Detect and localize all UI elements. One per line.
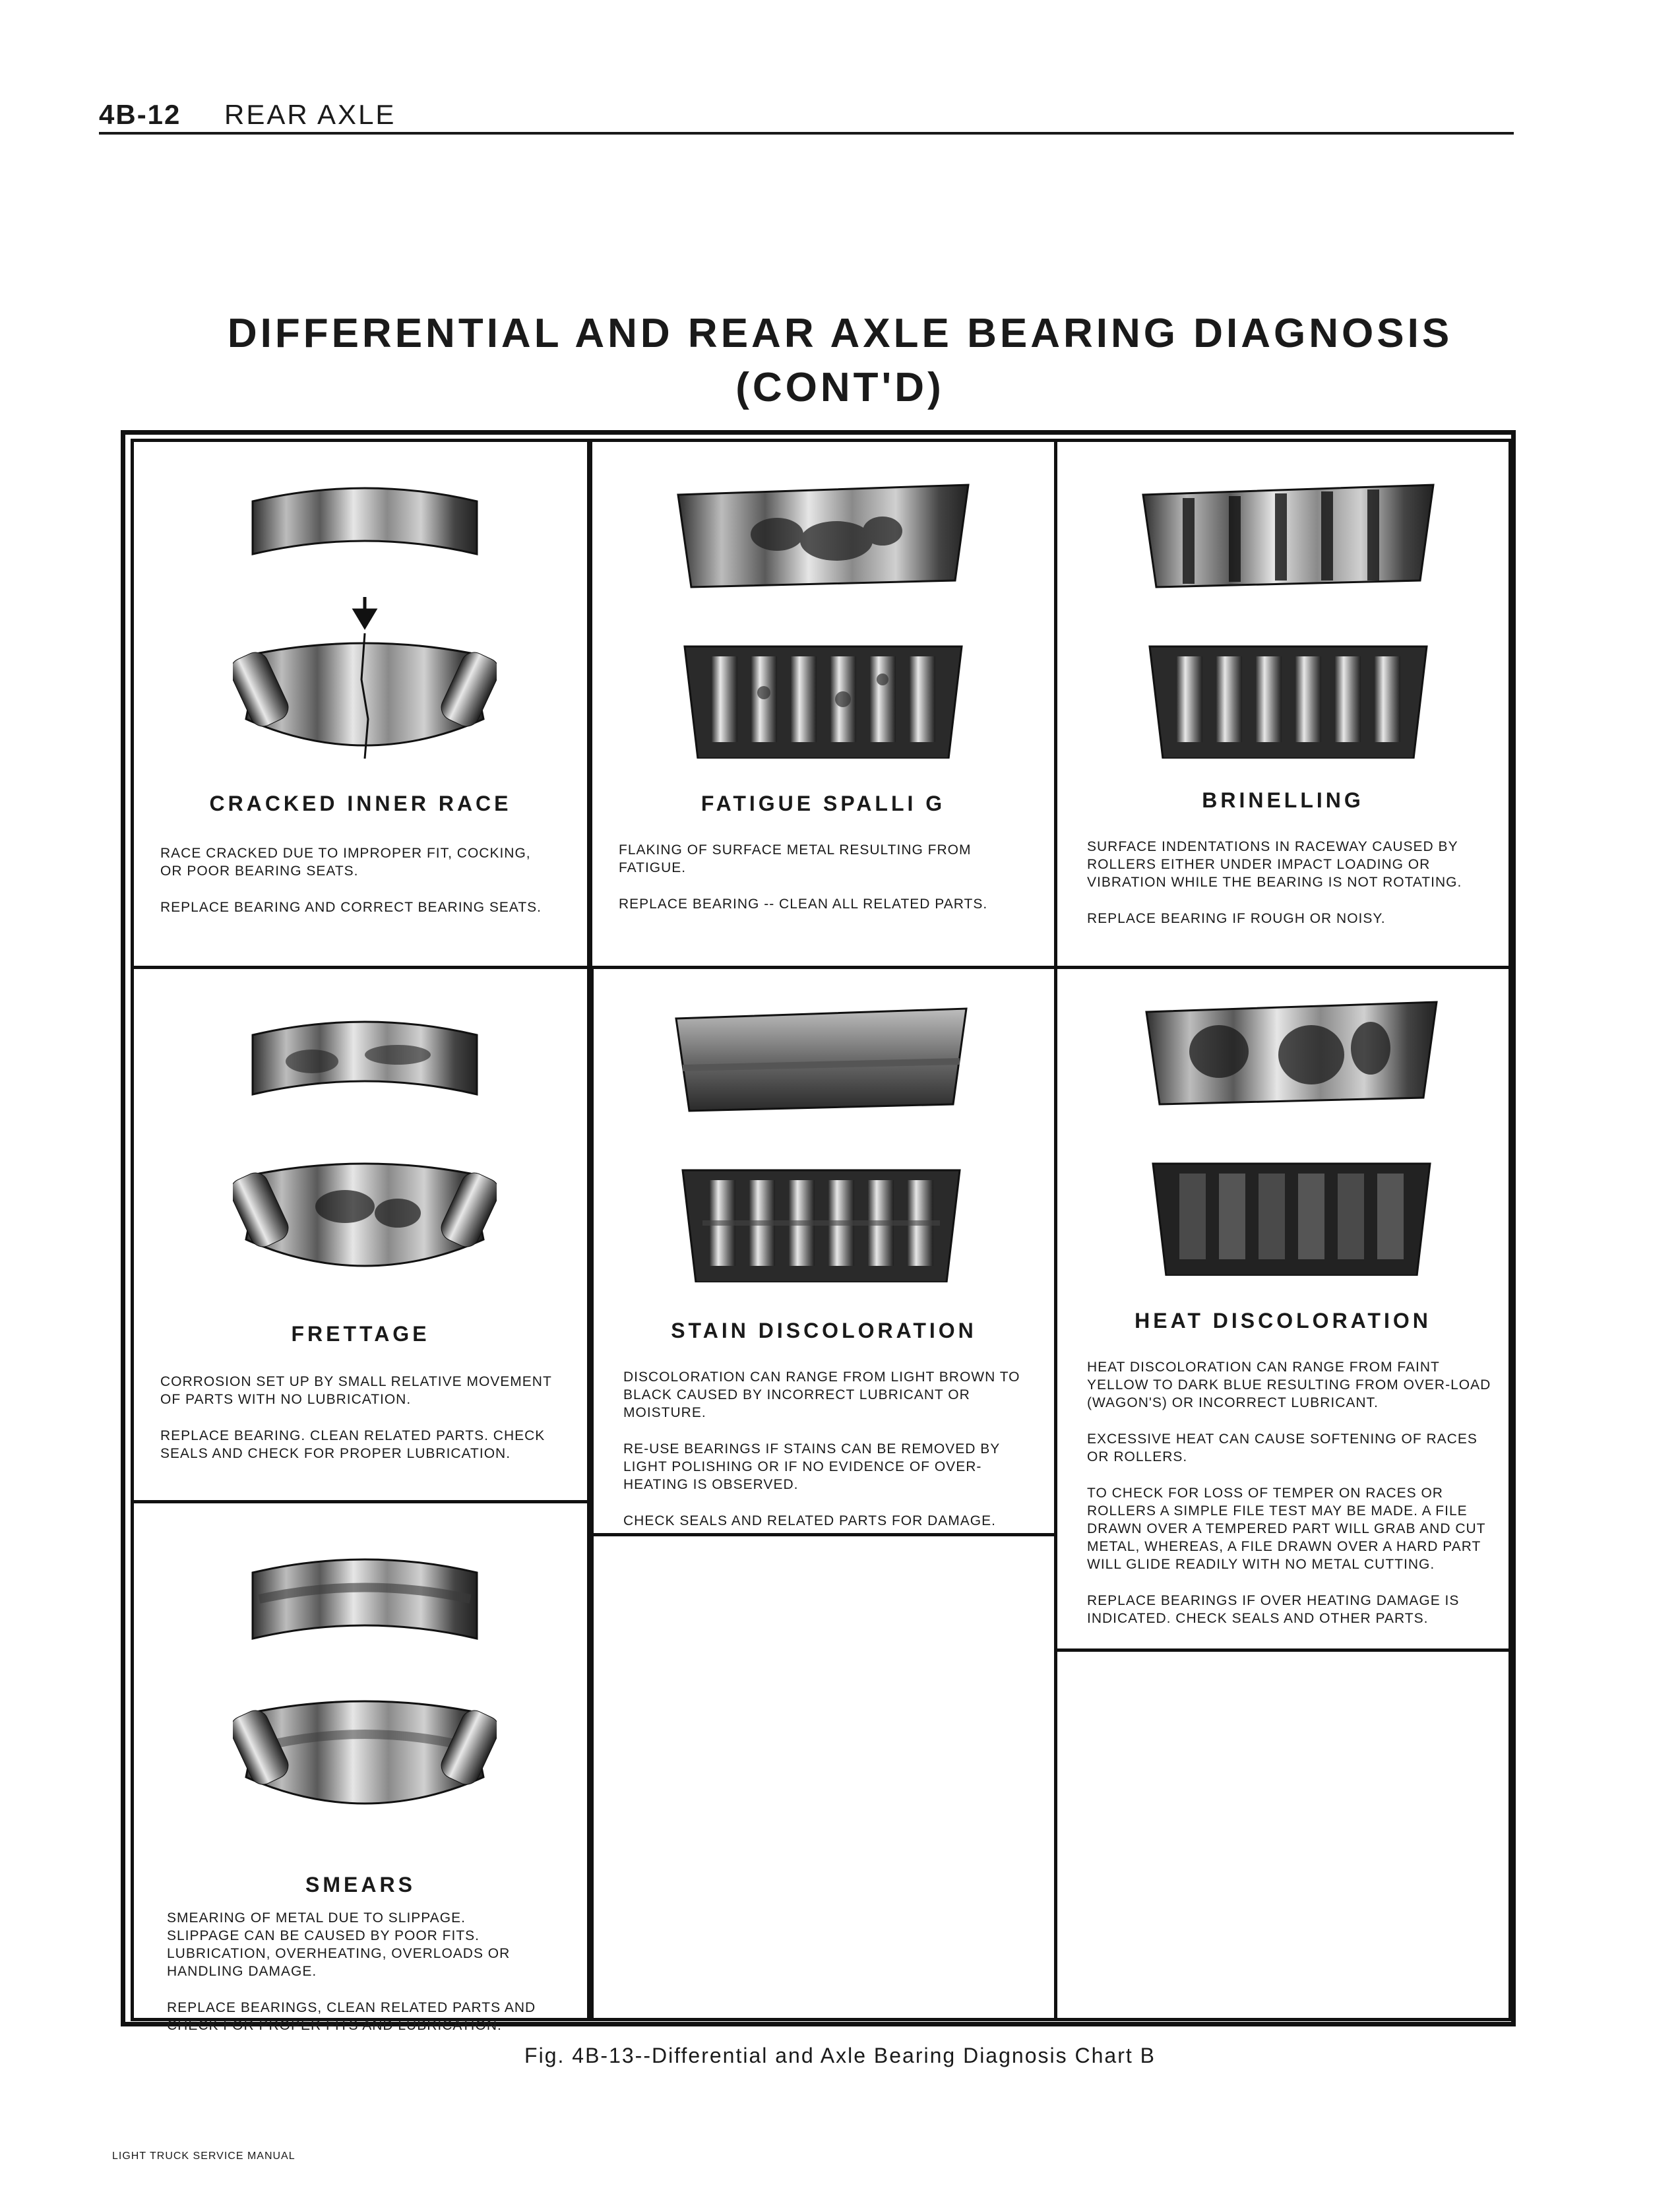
frettage-heading: FRETTAGE: [291, 1322, 430, 1346]
heat-paragraph: TO CHECK FOR LOSS OF TEMPER ON RACES OR ROLLERS A SIMPLE FILE TEST MAY BE MADE. A FILE DRAWN OVER A TEMPERED PART WILL GRAB AND CUT METAL, WHEREAS, A FILE DRAWN OVER A HARD PART WILL GLIDE READILY WITH NO METAL CUTTING.: [1087, 1486, 1486, 1572]
cell-cracked-inner-race: [131, 439, 590, 969]
empty-cell-right: [1054, 1648, 1512, 2021]
brinelling-illustration: [1130, 482, 1447, 759]
smears-paragraph: SMEARING OF METAL DUE TO SLIPPAGE. SLIPPAGE CAN BE CAUSED BY POOR FITS. LUBRICATION, OVERHEATING, OVERLOADS OR HANDLING DAMAGE.: [167, 1910, 511, 1979]
heat-paragraph: EXCESSIVE HEAT CAN CAUSE SOFTENING OF RACES OR ROLLERS.: [1087, 1431, 1478, 1464]
page-header-section: REAR AXLE: [224, 99, 396, 130]
title-line-1: DIFFERENTIAL AND REAR AXLE BEARING DIAGNOSIS: [227, 311, 1453, 356]
cell-smears: [131, 1500, 590, 2033]
fatigue-spalling-illustration: [665, 482, 981, 759]
figure-caption: Fig. 4B-13--Differential and Axle Bearing Diagnosis Chart B: [524, 2044, 1156, 2067]
empty-cell-middle: [590, 1533, 1057, 2021]
stain-paragraph: RE-USE BEARINGS IF STAINS CAN BE REMOVED BY LIGHT POLISHING OR IF NO EVIDENCE OF OVER-HEATING IS OBSERVED.: [623, 1441, 1000, 1492]
page-title: [0, 307, 1680, 415]
cell-fatigue-spalling: [589, 439, 1057, 969]
footer-text: LIGHT TRUCK SERVICE MANUAL: [112, 2150, 296, 2162]
stain-text: [623, 1368, 1032, 1548]
crack-arrow-icon: [355, 597, 375, 627]
page-header-number: 4B-12: [99, 99, 181, 130]
cell-stain-discoloration: [590, 966, 1057, 1536]
smears-paragraph: REPLACE BEARINGS, CLEAN RELATED PARTS AND CHECK FOR PROPER FITS AND LUBRICATION.: [167, 2000, 536, 2033]
smears-heading: SMEARS: [305, 1873, 416, 1897]
cracked-heading: CRACKED INNER RACE: [209, 792, 512, 815]
title-line-2: (CONT'D): [735, 365, 945, 410]
brinelling-paragraph: SURFACE INDENTATIONS IN RACEWAY CAUSED BY ROLLERS EITHER UNDER IMPACT LOADING OR VIBRATION WHILE THE BEARING IS NOT ROTATING.: [1087, 839, 1462, 890]
diagnosis-chart: [121, 430, 1516, 2033]
frettage-text: [160, 1373, 576, 1481]
frettage-paragraph: REPLACE BEARING. CLEAN RELATED PARTS. CHECK SEALS AND CHECK FOR PROPER LUBRICATION.: [160, 1428, 545, 1461]
heat-heading: HEAT DISCOLORATION: [1135, 1309, 1431, 1333]
stain-discoloration-illustration: [663, 1005, 980, 1282]
heat-paragraph: REPLACE BEARINGS IF OVER HEATING DAMAGE IS INDICATED. CHECK SEALS AND OTHER PARTS.: [1087, 1593, 1460, 1626]
frettage-illustration: [233, 1009, 497, 1299]
fatigue-heading: FATIGUE SPALLI G: [700, 792, 946, 815]
cracked-paragraph: RACE CRACKED DUE TO IMPROPER FIT, COCKING, OR POOR BEARING SEATS.: [160, 846, 531, 879]
fatigue-text: [619, 841, 1028, 931]
cracked-paragraph: REPLACE BEARING AND CORRECT BEARING SEATS.: [160, 900, 542, 915]
heat-discoloration-illustration: [1133, 999, 1450, 1276]
cracked-inner-race-illustration: [233, 482, 497, 785]
heat-paragraph: HEAT DISCOLORATION CAN RANGE FROM FAINT YELLOW TO DARK BLUE RESULTING FROM OVER-LOAD (WAGON'S) OR INCORRECT LUBRICANT.: [1087, 1360, 1491, 1410]
brinelling-paragraph: REPLACE BEARING IF ROUGH OR NOISY.: [1087, 911, 1386, 926]
header-rule: [99, 132, 1514, 135]
brinelling-text: [1087, 838, 1496, 946]
frettage-paragraph: CORROSION SET UP BY SMALL RELATIVE MOVEMENT OF PARTS WITH NO LUBRICATION.: [160, 1374, 552, 1407]
cell-heat-discoloration: [1054, 966, 1512, 1652]
fatigue-paragraph: REPLACE BEARING -- CLEAN ALL RELATED PARTS.: [619, 896, 988, 912]
heat-text: [1087, 1358, 1496, 1646]
brinelling-heading: BRINELLING: [1202, 788, 1364, 812]
cell-brinelling: [1054, 439, 1512, 969]
fatigue-paragraph: FLAKING OF SURFACE METAL RESULTING FROM FATIGUE.: [619, 842, 972, 875]
cracked-text: [160, 844, 556, 935]
smears-text: [167, 1909, 536, 2053]
stain-paragraph: CHECK SEALS AND RELATED PARTS FOR DAMAGE.: [623, 1513, 996, 1528]
smears-illustration: [233, 1546, 497, 1836]
stain-paragraph: DISCOLORATION CAN RANGE FROM LIGHT BROWN TO BLACK CAUSED BY INCORRECT LUBRICANT OR MOISTURE.: [623, 1369, 1020, 1420]
stain-heading: STAIN DISCOLORATION: [671, 1319, 977, 1342]
cell-frettage: [131, 966, 590, 1503]
